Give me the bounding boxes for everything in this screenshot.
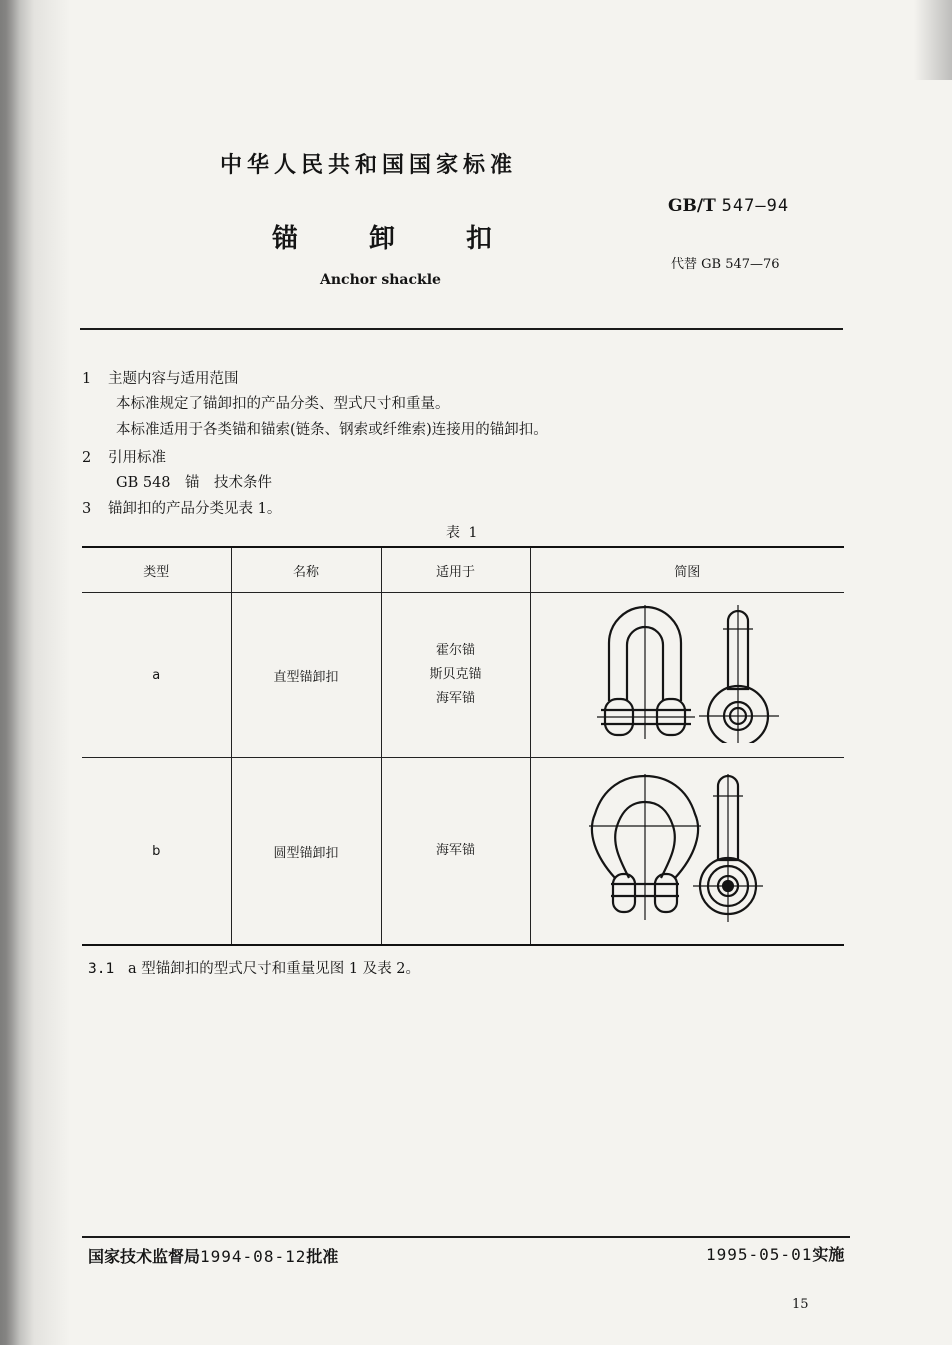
footer-rule [82,1236,850,1238]
document-title [272,218,492,255]
section-2-title: 引用标准 [108,450,166,466]
approval-line [88,1244,338,1267]
header-type: 类型 [82,547,231,593]
section-1-heading [82,367,239,388]
applies-item: 海军锚 [435,843,475,858]
section-3-1-text: a 型锚卸扣的型式尺寸和重量见图 1 及表 2。 [128,961,421,977]
applies-item: 海军锚 [435,691,475,706]
section-2-heading [82,446,166,467]
national-standard-title: 中华人民共和国国家标准 [220,153,518,178]
scan-shadow-left [0,0,72,1345]
section-3-1 [88,957,420,978]
table-row [82,593,844,758]
straight-shackle-drawing [587,603,787,743]
section-2-number: 2 [82,450,92,466]
table-1-caption: 表 1 [446,525,480,541]
cell-type: b [82,758,231,946]
header-sketch: 简图 [530,547,844,593]
table-header-row [82,547,844,593]
effective-suffix: 实施 [812,1245,845,1264]
title-char-2: 卸 [368,224,395,254]
title-char-3: 扣 [465,224,492,254]
english-title: Anchor shackle [320,272,441,288]
effective-date: 1995-05-01 [706,1245,813,1264]
approval-date: 1994-08-12 [200,1247,307,1266]
cell-type: a [82,593,231,758]
section-3-text: 锚卸扣的产品分类见表 1。 [108,501,282,517]
cell-applies [381,593,530,758]
table-1 [82,546,844,946]
standard-code-prefix: GB/T [668,196,716,216]
cell-name: 圆型锚卸扣 [231,758,381,946]
applies-item: 霍尔锚 [435,643,475,658]
section-3-heading [82,497,281,518]
round-shackle-drawing [587,774,787,924]
header-applies-to: 适用于 [381,547,530,593]
page-number: 15 [792,1297,809,1312]
section-2-reference: GB 548 锚 技术条件 [116,475,273,491]
header-name: 名称 [231,547,381,593]
section-1-title: 主题内容与适用范围 [108,371,239,387]
standard-code-number: 547—94 [721,196,790,216]
replaces-standard: 代替 GB 547—76 [671,257,780,272]
effective-line [706,1242,844,1265]
cell-name: 直型锚卸扣 [231,593,381,758]
cell-sketch [530,593,844,758]
section-3-1-number: 3.1 [88,961,115,977]
cell-sketch [530,758,844,946]
approval-org: 国家技术监督局 [88,1247,201,1266]
standard-code [668,196,789,216]
section-1-paragraph-2: 本标准适用于各类锚和锚索(链条、钢索或纤维索)连接用的锚卸扣。 [116,422,548,438]
cell-applies [381,758,530,946]
scan-shadow-right [912,0,952,80]
approval-suffix: 批准 [306,1247,339,1266]
section-1-number: 1 [82,371,92,387]
applies-item: 斯贝克锚 [429,667,482,682]
title-char-1: 锚 [272,224,299,254]
section-3-number: 3 [82,501,92,517]
table-row [82,758,844,946]
header-rule [80,328,843,330]
section-1-paragraph-1: 本标准规定了锚卸扣的产品分类、型式尺寸和重量。 [116,396,450,412]
